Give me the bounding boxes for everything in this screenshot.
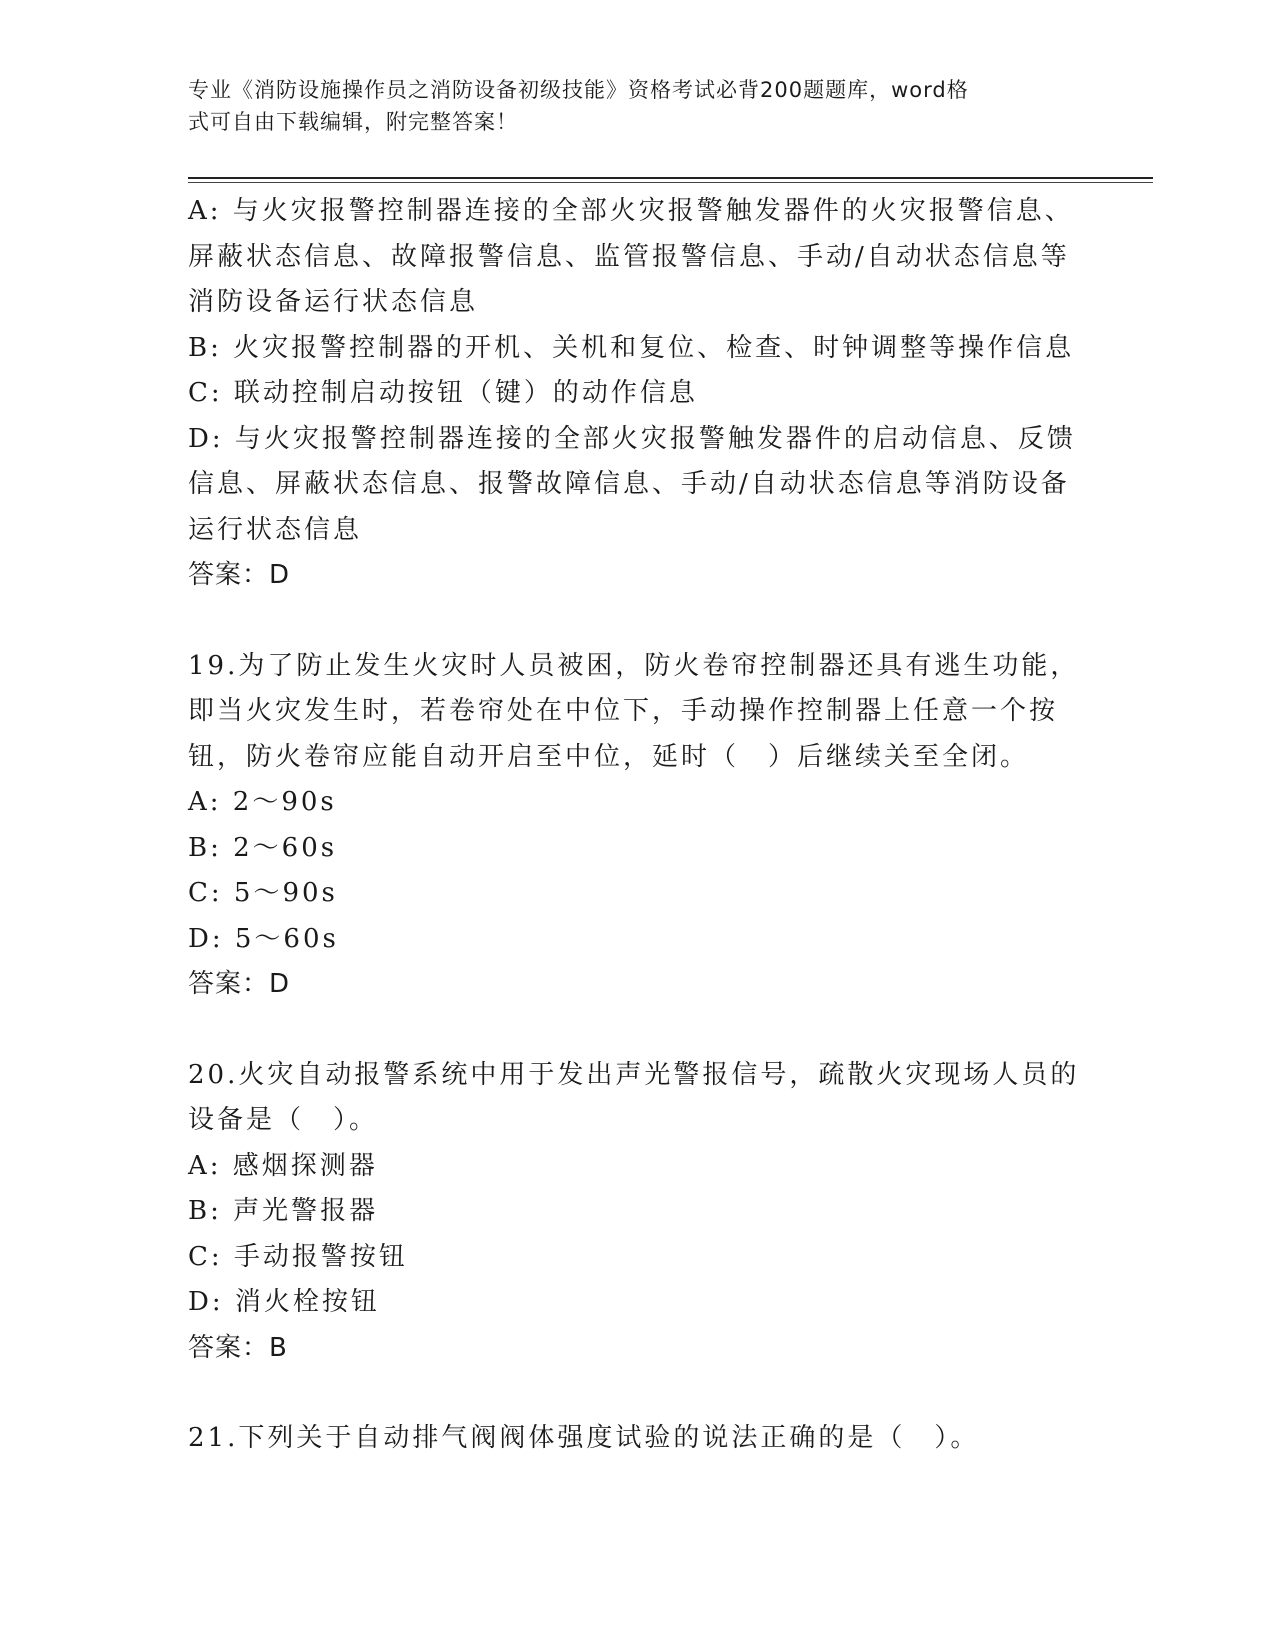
spacer (188, 1008, 1078, 1053)
question-content (188, 189, 1078, 1462)
q18-option-b: B: 火灾报警控制器的开机、关机和复位、检查、时钟调整等操作信息 (188, 332, 1075, 363)
q18-option-a-line-3: 消防设备运行状态信息 (188, 287, 479, 317)
question-20 (188, 1053, 1078, 1372)
q18-answer: 答案：D (188, 560, 291, 590)
q18-option-a-line-1: A: 与火灾报警控制器连接的全部火灾报警触发器件的火灾报警信息、 (188, 196, 1074, 226)
q20-option-b: B: 声光警报器 (188, 1196, 379, 1226)
q18-option-d-line-2: 信息、屏蔽状态信息、报警故障信息、手动/自动状态信息等消防设备 (188, 469, 1070, 499)
q19-option-a: A: 2～90s (188, 787, 337, 817)
q20-option-d: D: 消火栓按钮 (188, 1287, 380, 1317)
header-line-2: 式可自由下载编辑，附完整答案！ (188, 110, 518, 134)
header-rule-thin (188, 182, 1153, 183)
q20-option-a: A: 感烟探测器 (188, 1150, 378, 1181)
question-18 (188, 189, 1078, 599)
q18-option-a-line-2: 屏蔽状态信息、故障报警信息、监管报警信息、手动/自动状态信息等 (188, 241, 1070, 272)
q19-stem-line-1: 19.为了防止发生火灾时人员被困，防火卷帘控制器还具有逃生功能， (188, 650, 1080, 681)
q19-option-c: C: 5～90s (188, 878, 338, 908)
q19-option-b: B: 2～60s (188, 832, 338, 863)
q19-stem-line-3: 钮，防火卷帘应能自动开启至中位，延时（ ）后继续关至全闭。 (188, 741, 1030, 772)
q20-option-c: C: 手动报警按钮 (188, 1241, 408, 1272)
q19-answer: 答案：D (188, 969, 291, 999)
q19-stem-line-2: 即当火灾发生时，若卷帘处在中位下，手动操作控制器上任意一个按 (188, 696, 1059, 726)
spacer (188, 599, 1078, 644)
document-header (188, 74, 1068, 138)
q18-option-d-line-1: D: 与火灾报警控制器连接的全部火灾报警触发器件的启动信息、反馈 (188, 423, 1076, 454)
question-19 (188, 644, 1078, 1008)
q20-answer: 答案：B (188, 1332, 288, 1363)
q21-stem: 21.下列关于自动排气阀阀体强度试验的说法正确的是（ ）。 (188, 1423, 980, 1453)
q19-option-d: D: 5～60s (188, 923, 339, 954)
q20-stem-line-1: 20.火灾自动报警系统中用于发出声光警报信号，疏散火灾现场人员的 (188, 1059, 1080, 1090)
spacer (188, 1371, 1078, 1416)
q18-option-c: C: 联动控制启动按钮（键）的动作信息 (188, 378, 698, 408)
q18-option-d-line-3: 运行状态信息 (188, 514, 363, 545)
header-rule-thick (188, 177, 1153, 179)
header-line-1: 专业《消防设施操作员之消防设备初级技能》资格考试必背200题题库，word格 (188, 78, 969, 102)
question-21 (188, 1416, 1078, 1462)
q20-stem-line-2: 设备是（ ）。 (188, 1105, 379, 1135)
